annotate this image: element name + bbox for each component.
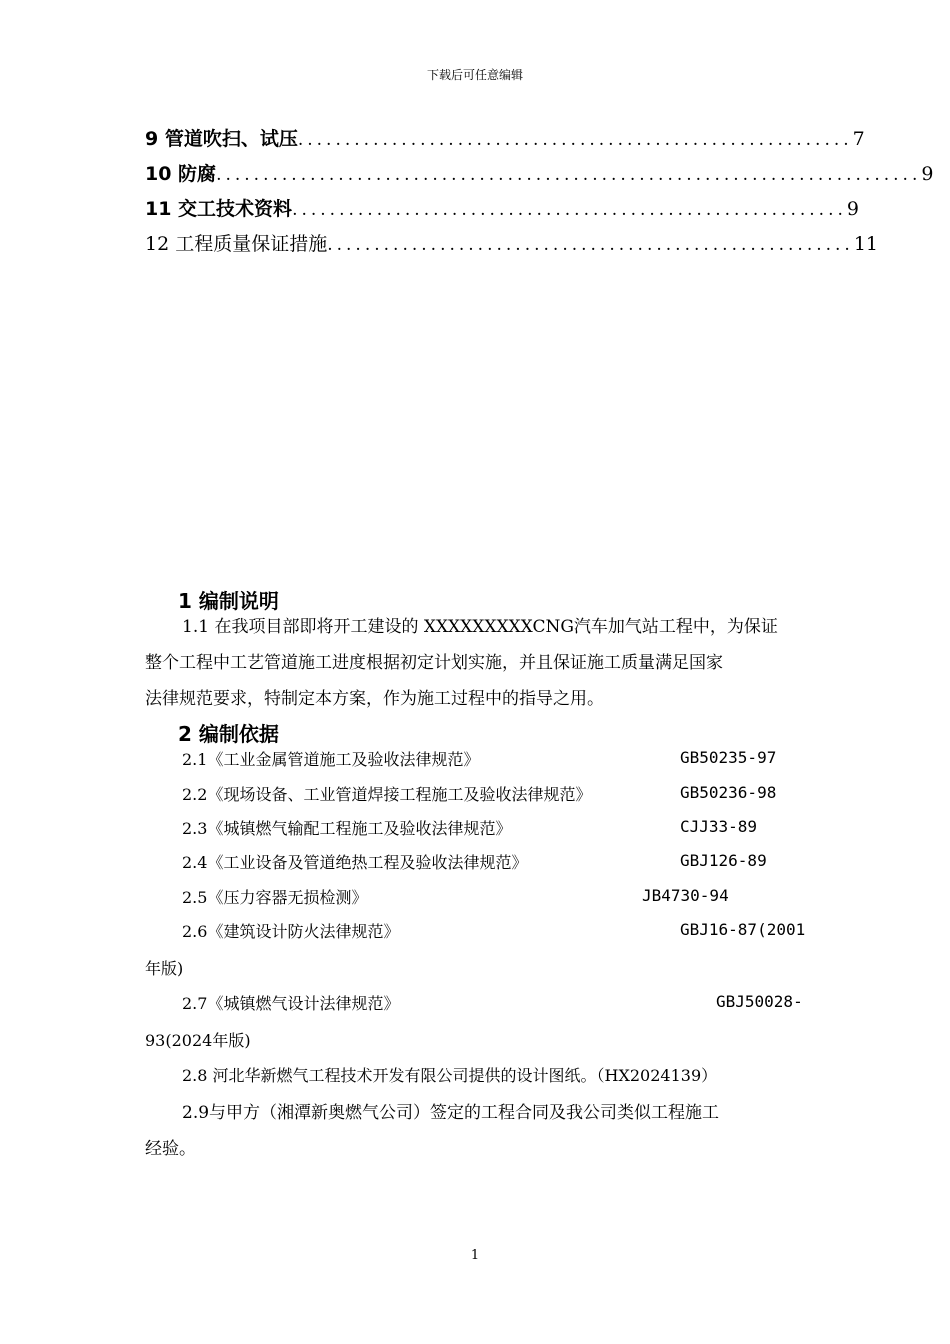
toc-entry-page: 9: [846, 198, 859, 220]
toc-entry-title: 10 防腐: [145, 163, 217, 185]
reference-title: 2.2《现场设备、工业管道焊接工程施工及验收法律规范》: [182, 785, 592, 804]
reference-code: CJJ33-89: [680, 817, 758, 836]
paragraph-line: 法律规范要求，特制定本方案，作为施工过程中的指导之用。: [145, 689, 604, 709]
toc-entry[interactable]: [145, 159, 934, 194]
table-of-contents: [145, 124, 934, 264]
reference-code: GB50235-97: [680, 748, 777, 767]
reference-title: 2.7《城镇燃气设计法律规范》: [182, 994, 400, 1013]
section-heading-1: 1 编制说明: [178, 589, 279, 613]
reference-code: JB4730-94: [642, 886, 729, 905]
section-heading-2: 2 编制依据: [178, 722, 279, 746]
page-number: 1: [470, 1248, 480, 1263]
reference-title: 2.6《建筑设计防火法律规范》: [182, 922, 400, 941]
toc-entry-title: 12 工程质量保证措施: [145, 233, 328, 255]
reference-continuation: 年版): [145, 959, 184, 978]
toc-entry-page: 7: [852, 128, 865, 150]
paragraph-line: 1.1 在我项目部即将开工建设的 XXXXXXXXXCNG汽车加气站工程中，为保证: [182, 617, 778, 637]
toc-entry-page: 9: [921, 163, 934, 185]
reference-code: GBJ50028-: [716, 992, 803, 1011]
toc-entry[interactable]: [145, 194, 859, 229]
toc-leader-dots: ...........................................................: [297, 130, 853, 150]
reference-title: 2.4《工业设备及管道绝热工程及验收法律规范》: [182, 853, 528, 872]
toc-leader-dots: ...........................................................: [292, 200, 847, 220]
toc-entry-page: 11: [853, 233, 879, 255]
toc-entry[interactable]: [145, 124, 865, 159]
reference-code: GBJ126-89: [680, 851, 767, 870]
reference-title: 2.5《压力容器无损检测》: [182, 888, 368, 907]
page-header: 下载后可任意编辑: [426, 68, 523, 82]
toc-entry[interactable]: [145, 229, 879, 264]
reference-title: 2.3《城镇燃气输配工程施工及验收法律规范》: [182, 819, 512, 838]
toc-entry-title: 11 交工技术资料: [145, 198, 293, 220]
paragraph-line: 整个工程中工艺管道施工进度根据初定计划实施，并且保证施工质量满足国家: [145, 653, 723, 673]
toc-entry-title: 9 管道吹扫、试压: [145, 128, 298, 150]
toc-leader-dots: ...........................................................................: [216, 165, 922, 185]
toc-leader-dots: ........................................................: [327, 235, 854, 255]
reference-item-9: 2.9与甲方（湘潭新奥燃气公司）签定的工程合同及我公司类似工程施工: [182, 1103, 720, 1123]
reference-item-9-continuation: 经验。: [145, 1139, 196, 1159]
reference-title: 2.1《工业金属管道施工及验收法律规范》: [182, 750, 480, 769]
reference-continuation: 93(2024年版): [145, 1031, 251, 1050]
reference-code: GBJ16-87(2001: [680, 920, 806, 939]
reference-code: GB50236-98: [680, 783, 777, 802]
reference-item-8: 2.8 河北华新燃气工程技术开发有限公司提供的设计图纸。（HX2024139）: [182, 1066, 718, 1085]
